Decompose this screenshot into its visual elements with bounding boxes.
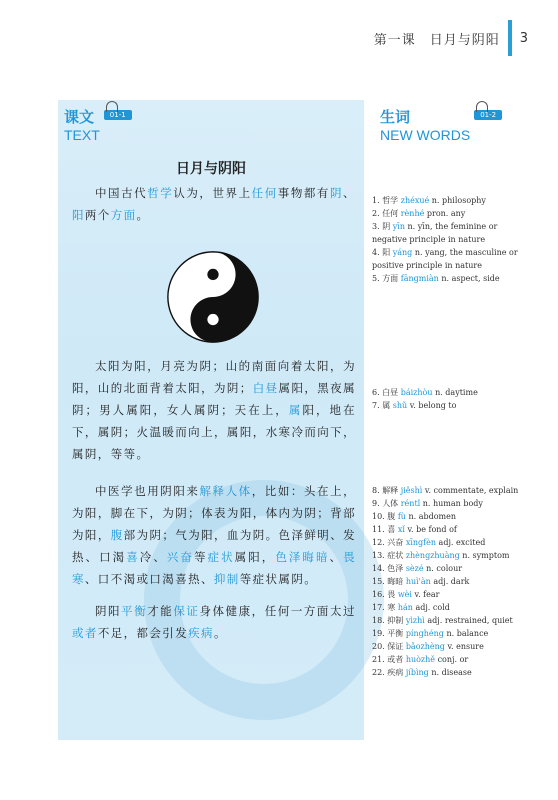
paragraph-text: 不足，都会引发 — [97, 626, 189, 640]
vocab-word: 解释 — [382, 486, 401, 495]
headset-icon — [106, 101, 118, 112]
vocab-number: 9. — [372, 499, 383, 508]
paragraph-text: 太阳为阳，月亮为阴；山的南面向着太阳，为阳，山的北面背着太阳，为阴； — [72, 359, 356, 395]
words-heading-zh: 生词 — [380, 108, 411, 126]
vocab-pinyin: réntǐ — [400, 499, 423, 508]
vocab-word: 阳 — [382, 248, 393, 257]
vocab-number: 16. — [372, 590, 388, 599]
vocab-word: 疾病 — [387, 668, 406, 677]
vocab-number: 18. — [372, 616, 388, 625]
vocab-pinyin: sèzé — [405, 564, 427, 573]
vocab-highlight: 抑制 — [213, 572, 240, 586]
vocab-entry — [372, 562, 532, 575]
vocab-highlight: 兴奋 — [166, 550, 194, 564]
paragraph-text: 属阳， — [234, 550, 276, 564]
vocab-definition: adj. excited — [438, 538, 486, 547]
paragraph-text: ，比如：头在上，为阳，脚在下，为阴；体表为阳，体内为阴；背部为阳， — [72, 484, 356, 542]
vocab-entry — [372, 640, 532, 653]
vocab-highlight: 色泽 — [275, 550, 303, 564]
paragraph — [72, 480, 356, 590]
vocab-pinyin: báizhòu — [400, 388, 436, 397]
vocab-entry — [372, 510, 532, 523]
vocab-number: 19. — [372, 629, 388, 638]
text-heading-zh: 课文 — [64, 108, 95, 126]
vocab-entry — [372, 386, 532, 399]
vocab-word: 晦暗 — [387, 577, 406, 586]
vocab-highlight: 哲学 — [147, 186, 174, 200]
yin-yang-icon — [166, 250, 260, 344]
vocab-word: 或者 — [387, 655, 406, 664]
paragraph-text: 两个 — [84, 208, 111, 222]
vocab-highlight: 解释 — [199, 484, 226, 498]
paragraph-text: 才能 — [147, 604, 174, 618]
vocab-word: 寒 — [387, 603, 398, 612]
vocab-pinyin: zhéxué — [400, 196, 432, 205]
vocab-pinyin: hán — [397, 603, 416, 612]
vocab-highlight: 保证 — [173, 604, 200, 618]
vocab-highlight: 任何 — [251, 186, 278, 200]
vocab-definition: v. ensure — [447, 642, 484, 651]
vocab-number: 15. — [372, 577, 388, 586]
paragraph-text: 中医学也用阴阳来 — [95, 484, 200, 498]
vocab-word: 方面 — [382, 274, 401, 283]
vocab-pinyin: shǔ — [392, 401, 410, 410]
vocab-definition: n. yang, the masculine or positive principle in nature — [372, 248, 518, 270]
vocab-word: 白昼 — [382, 388, 401, 397]
paragraph-text: 阳，地在下，属阴；火温暖而向上，属阳，水寒冷而向下，属阴，等等。 — [72, 403, 356, 461]
vocab-pinyin: zhèngzhuàng — [405, 551, 463, 560]
vocab-highlight: 腹 — [110, 528, 124, 542]
paragraph-text: 等 — [193, 550, 208, 564]
vocab-word: 抑制 — [387, 616, 406, 625]
vocab-pinyin: yáng — [392, 248, 415, 257]
vocab-highlight: 症状 — [207, 550, 235, 564]
paragraph-text: 等症状属阴。 — [239, 572, 318, 586]
vocab-entry — [372, 666, 532, 679]
header-divider — [508, 20, 512, 56]
vocab-list — [372, 484, 532, 679]
vocab-word: 色泽 — [387, 564, 406, 573]
vocab-entry — [372, 246, 532, 272]
vocab-pinyin: wèi — [397, 590, 415, 599]
vocab-word: 畏 — [387, 590, 398, 599]
vocab-number: 6. — [372, 388, 383, 397]
text-heading-en: TEXT — [64, 127, 100, 143]
paragraph — [72, 355, 356, 465]
headset-icon — [476, 101, 488, 112]
text-section-heading — [64, 106, 132, 143]
vocab-definition: n. symptom — [462, 551, 510, 560]
vocab-entry — [372, 207, 532, 220]
vocab-entry — [372, 614, 532, 627]
paragraph-text: 属阳，黑夜属阴；男人属阳，女人属阴；天在上， — [72, 381, 356, 417]
paragraph — [72, 182, 356, 226]
vocab-word: 平衡 — [387, 629, 406, 638]
vocab-definition: pron. any — [426, 209, 466, 218]
vocab-definition: n. balance — [446, 629, 489, 638]
vocab-definition: v. belong to — [409, 401, 457, 410]
vocab-entry — [372, 497, 532, 510]
vocab-entry — [372, 484, 532, 497]
vocab-word: 兴奋 — [387, 538, 406, 547]
vocab-definition: adj. dark — [433, 577, 470, 586]
vocab-pinyin: xīngfèn — [405, 538, 439, 547]
vocab-word: 属 — [382, 401, 393, 410]
vocab-list — [372, 386, 532, 412]
vocab-number: 1. — [372, 196, 383, 205]
vocab-pinyin: bǎozhèng — [405, 642, 448, 651]
paragraph — [72, 600, 356, 644]
vocab-entry — [372, 575, 532, 588]
words-section-heading — [380, 106, 502, 143]
vocab-highlight: 或者 — [72, 626, 98, 640]
vocab-pinyin: yīn — [392, 222, 408, 231]
vocab-word: 喜 — [387, 525, 398, 534]
vocab-number: 5. — [372, 274, 383, 283]
paragraph-text: 。 — [213, 626, 227, 640]
lesson-title: 日月与阴阳 — [176, 161, 246, 177]
vocab-list — [372, 194, 532, 285]
vocab-pinyin: huòzhě — [405, 655, 438, 664]
vocab-definition: n. daytime — [435, 388, 478, 397]
vocab-pinyin: huì'àn — [405, 577, 434, 586]
vocab-number: 3. — [372, 222, 383, 231]
vocab-number: 20. — [372, 642, 388, 651]
vocab-definition: n. abdomen — [408, 512, 457, 521]
vocab-entry — [372, 601, 532, 614]
audio-track-badge[interactable]: 01-1 — [104, 110, 132, 120]
vocab-pinyin: jíbìng — [405, 668, 432, 677]
vocab-definition: n. aspect, side — [441, 274, 500, 283]
vocab-definition: v. commentate, explain — [424, 486, 519, 495]
vocab-number: 12. — [372, 538, 388, 547]
vocab-number: 7. — [372, 401, 383, 410]
vocab-number: 14. — [372, 564, 388, 573]
vocab-word: 症状 — [387, 551, 406, 560]
vocab-word: 阴 — [382, 222, 393, 231]
paragraph-text: 。 — [136, 208, 150, 222]
paragraph-text: 事物都有 — [277, 186, 330, 200]
vocab-definition: adj. cold — [415, 603, 450, 612]
vocab-definition: n. colour — [426, 564, 463, 573]
vocab-highlight: 方面 — [110, 208, 137, 222]
vocab-number: 4. — [372, 248, 383, 257]
vocab-highlight: 晦暗 — [302, 550, 330, 564]
vocab-definition: n. disease — [431, 668, 472, 677]
vocab-number: 13. — [372, 551, 388, 560]
vocab-number: 22. — [372, 668, 388, 677]
vocab-highlight: 白昼 — [252, 381, 279, 395]
paragraph-text: 、 — [329, 550, 344, 564]
vocab-entry — [372, 627, 532, 640]
vocab-entry — [372, 588, 532, 601]
vocab-entry — [372, 653, 532, 666]
vocab-highlight: 喜 — [126, 550, 140, 564]
vocab-word: 人体 — [382, 499, 401, 508]
vocab-definition: adj. restrained, quiet — [427, 616, 513, 625]
vocab-definition: n. yīn, the feminine or negative principle in nature — [372, 222, 498, 244]
paragraph-text: 认为，世界上 — [173, 186, 252, 200]
vocab-highlight: 寒 — [72, 572, 85, 586]
vocab-entry — [372, 536, 532, 549]
vocab-entry — [372, 523, 532, 536]
vocab-number: 2. — [372, 209, 383, 218]
page-header — [374, 22, 528, 54]
vocab-number: 11. — [372, 525, 388, 534]
paragraph-text: 部为阴；气为阳，血为阴。色泽鲜明、发热、口渴 — [72, 528, 357, 564]
vocab-entry — [372, 194, 532, 207]
paragraph-text: 、口不渴或口渴喜热、 — [84, 572, 214, 586]
vocab-word: 任何 — [382, 209, 401, 218]
page-number: 3 — [519, 30, 528, 46]
vocab-definition: v. be fond of — [407, 525, 457, 534]
vocab-entry — [372, 399, 532, 412]
vocab-pinyin: pínghéng — [405, 629, 447, 638]
vocab-entry — [372, 220, 532, 246]
vocab-highlight: 人体 — [225, 484, 252, 498]
vocab-highlight: 平衡 — [121, 604, 148, 618]
vocab-entry — [372, 272, 532, 285]
paragraph-text: 身体健康，任何一方面太过 — [199, 604, 356, 618]
vocab-pinyin: xǐ — [397, 525, 408, 534]
paragraph-text: 冷、 — [139, 550, 167, 564]
vocab-number: 17. — [372, 603, 388, 612]
paragraph-text: 阴阳 — [95, 604, 122, 618]
vocab-highlight: 阳 — [72, 208, 85, 222]
chapter-title: 第一课 日月与阴阳 — [373, 32, 500, 48]
vocab-highlight: 阴 — [329, 186, 344, 200]
vocab-pinyin: fù — [397, 512, 409, 521]
vocab-highlight: 畏 — [343, 550, 356, 564]
vocab-number: 10. — [372, 512, 388, 521]
vocab-word: 保证 — [387, 642, 406, 651]
vocab-highlight: 疾病 — [188, 626, 214, 640]
vocab-number: 8. — [372, 486, 383, 495]
vocab-pinyin: yìzhì — [405, 616, 428, 625]
vocab-entry — [372, 549, 532, 562]
vocab-word: 腹 — [387, 512, 398, 521]
vocab-highlight: 属 — [288, 403, 303, 417]
vocab-definition: v. fear — [414, 590, 440, 599]
vocab-definition: n. philosophy — [431, 196, 486, 205]
paragraph-text: 、 — [343, 186, 356, 200]
vocab-definition: n. human body — [422, 499, 483, 508]
vocab-pinyin: rènhé — [400, 209, 427, 218]
vocab-number: 21. — [372, 655, 388, 664]
words-heading-en: NEW WORDS — [380, 127, 471, 143]
vocab-definition: conj. or — [437, 655, 469, 664]
vocab-word: 哲学 — [382, 196, 401, 205]
vocab-pinyin: jiěshì — [400, 486, 425, 495]
paragraph-text: 中国古代 — [95, 186, 148, 200]
audio-track-badge[interactable]: 01-2 — [474, 110, 502, 120]
vocab-pinyin: fāngmiàn — [400, 274, 442, 283]
